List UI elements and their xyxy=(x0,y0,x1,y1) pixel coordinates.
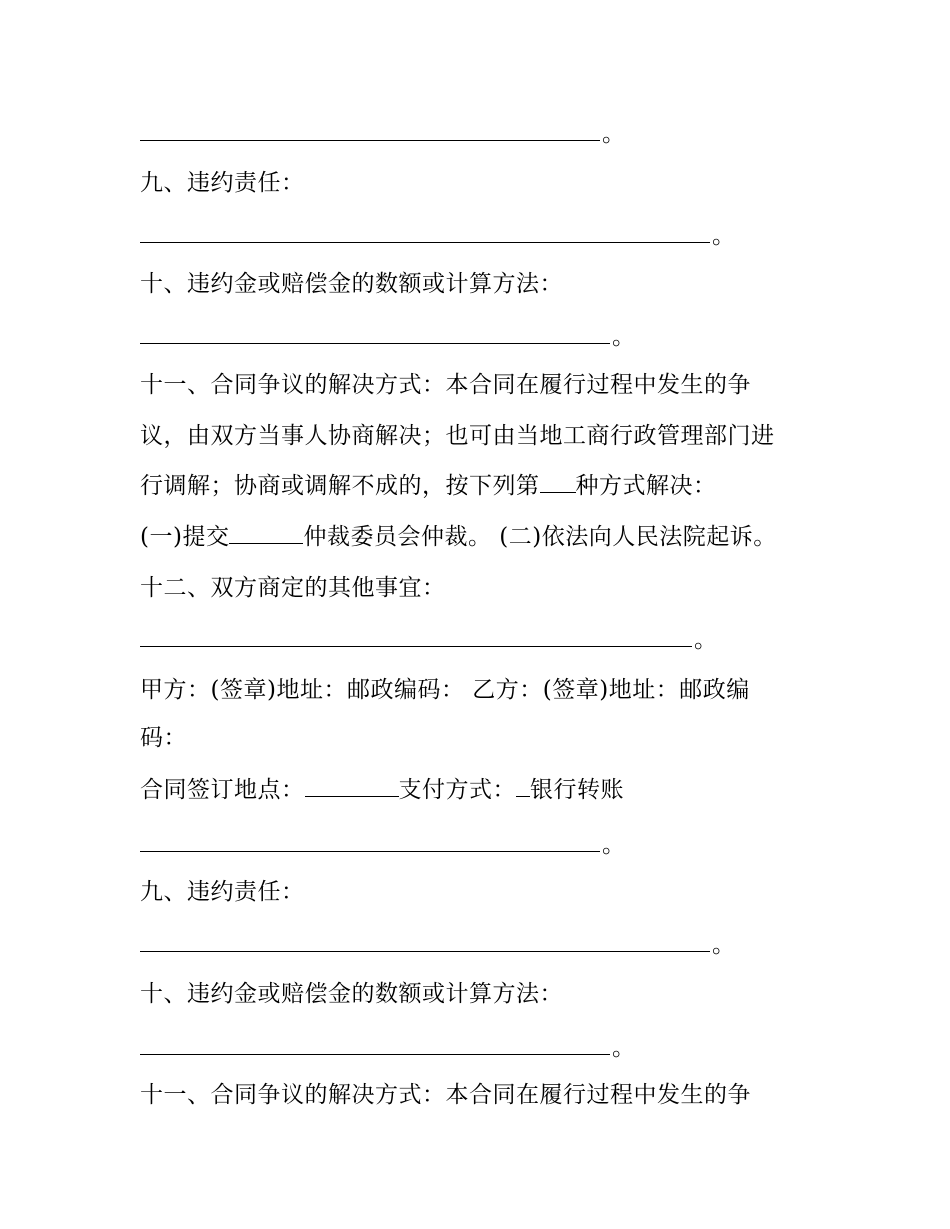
section-11-line-3: 行调解；协商或调解不成的，按下列第 种方式解决： xyxy=(140,473,717,499)
section-10-title-repeat: 十、违约金或赔偿金的数额或计算方法： xyxy=(140,981,563,1007)
fill-blank[interactable] xyxy=(140,1032,610,1055)
signature-line-1: 甲方：(签章)地址：邮政编码： 乙方：(签章)地址：邮政编 xyxy=(140,677,750,703)
arbitration-blank[interactable] xyxy=(229,523,303,544)
fill-blank[interactable] xyxy=(140,220,710,243)
section-9-title: 九、违约责任： xyxy=(140,170,305,196)
section-9-title-repeat: 九、违约责任： xyxy=(140,879,305,905)
blank-line-5: 。 xyxy=(140,829,626,860)
section-11-line-2: 议，由双方当事人协商解决；也可由当地工商行政管理部门进 xyxy=(140,423,775,449)
choice-blank[interactable] xyxy=(540,472,576,493)
signature-line-2: 码： xyxy=(140,725,187,751)
blank-line-2: 。 xyxy=(140,220,736,251)
blank-line-7: 。 xyxy=(140,1032,636,1063)
fill-blank[interactable] xyxy=(140,929,710,952)
fill-blank[interactable] xyxy=(140,624,692,647)
blank-line-4: 。 xyxy=(140,624,718,655)
payment-blank[interactable] xyxy=(516,776,530,797)
blank-line-3: 。 xyxy=(140,321,636,352)
blank-line-6: 。 xyxy=(140,929,736,960)
section-11-line-1: 十一、合同争议的解决方式：本合同在履行过程中发生的争 xyxy=(140,372,751,398)
fill-blank[interactable] xyxy=(140,829,600,852)
section-11-line-1-repeat: 十一、合同争议的解决方式：本合同在履行过程中发生的争 xyxy=(140,1082,751,1108)
section-11-options: (一)提交 仲裁委员会仲裁。 (二)依法向人民法院起诉。 xyxy=(140,524,777,550)
section-12-title: 十二、双方商定的其他事宜： xyxy=(140,575,446,601)
fill-blank[interactable] xyxy=(140,118,600,141)
signing-place-blank[interactable] xyxy=(305,776,399,797)
section-10-title: 十、违约金或赔偿金的数额或计算方法： xyxy=(140,271,563,297)
fill-blank[interactable] xyxy=(140,321,610,344)
signing-place-line: 合同签订地点： 支付方式： 银行转账 xyxy=(140,777,624,803)
blank-line-1: 。 xyxy=(140,118,626,149)
